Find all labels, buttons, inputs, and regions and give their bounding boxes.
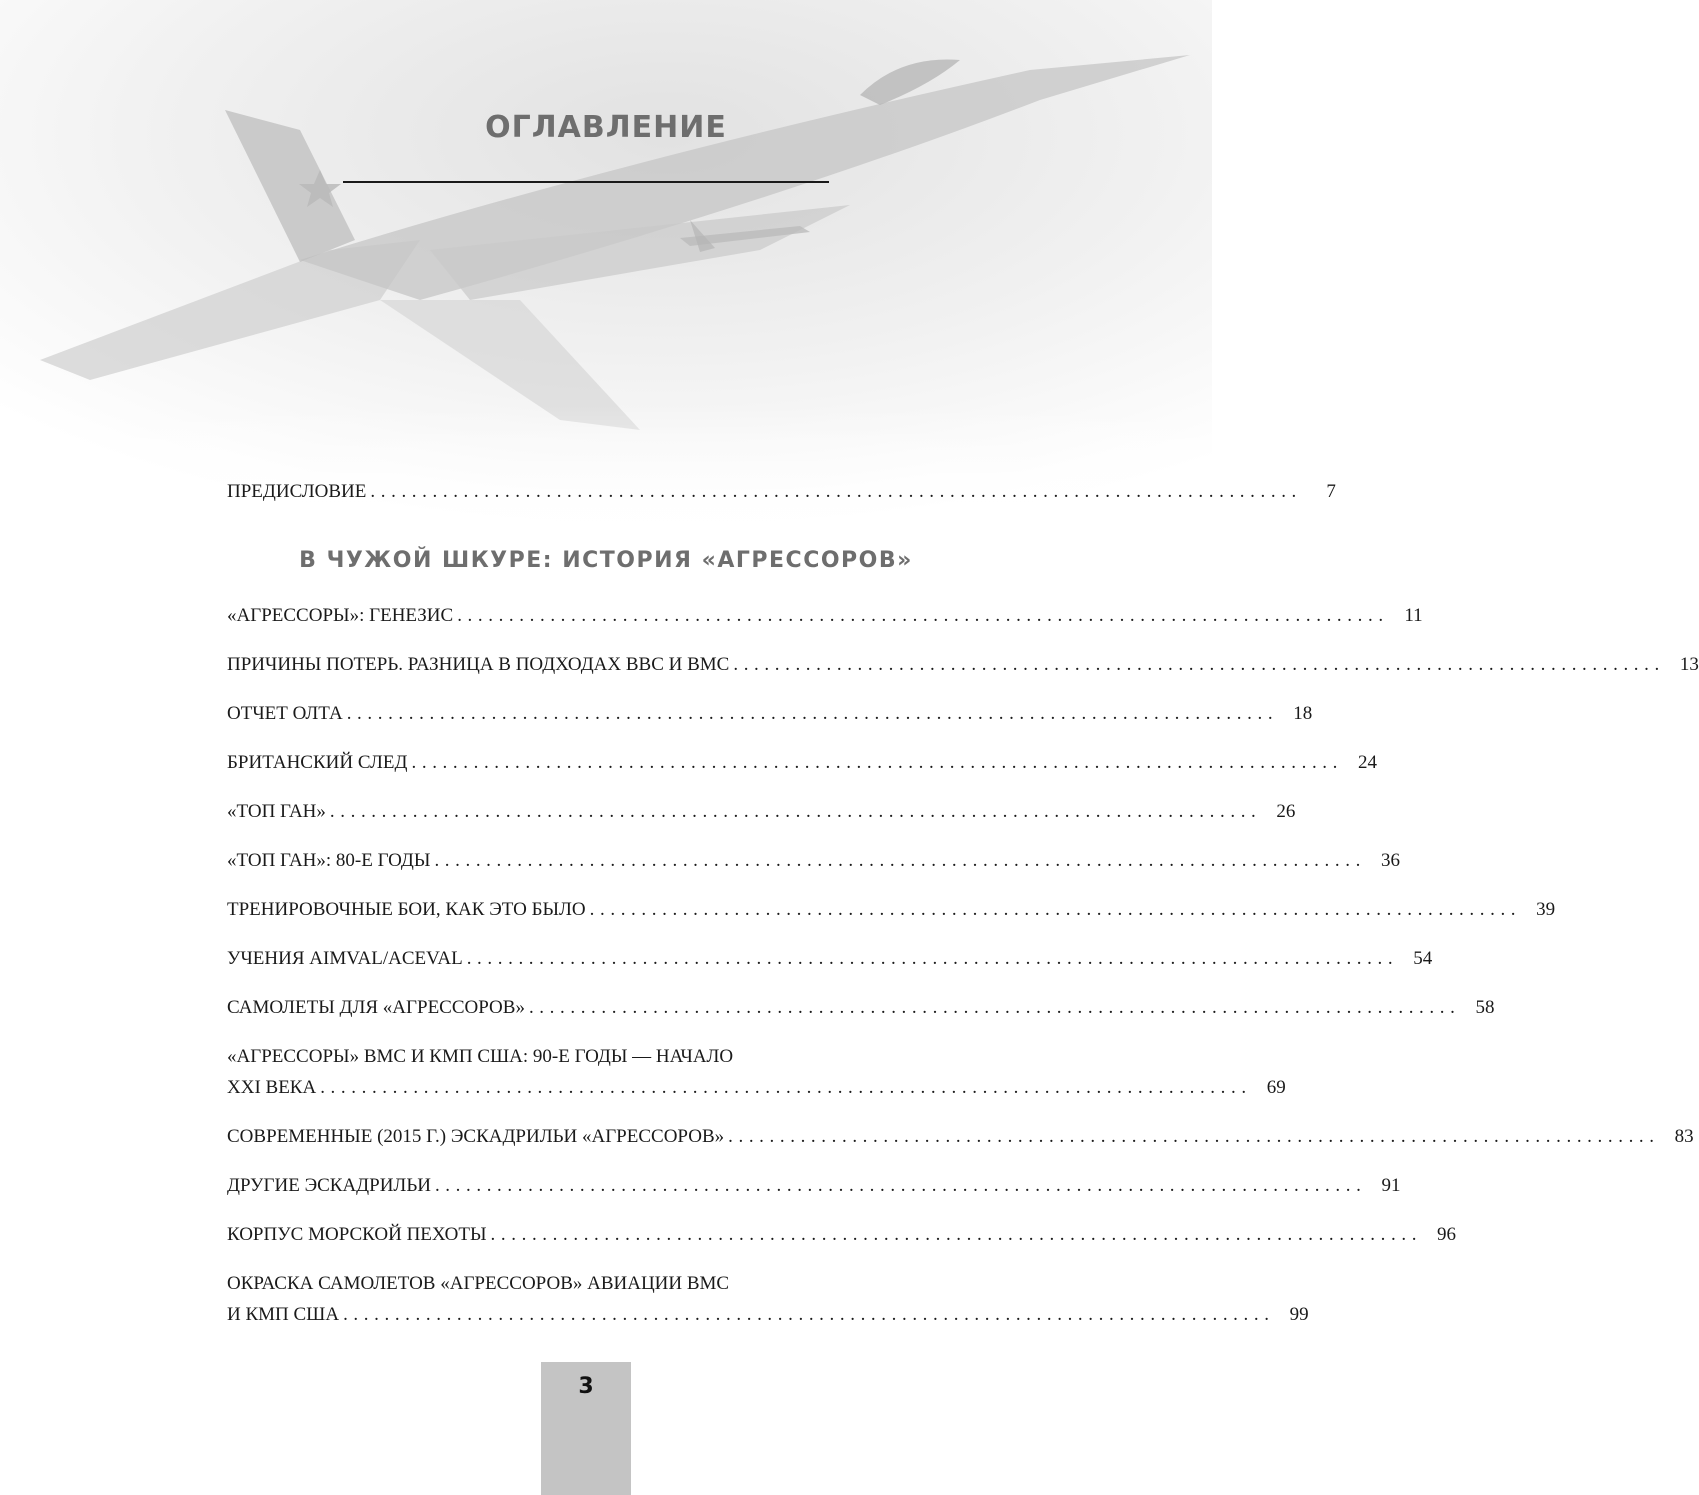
toc-entry-title: БРИТАНСКИЙ СЛЕД [227,752,408,773]
toc-entry-title-line1: «АГРЕССОРЫ» ВМС И КМП США: 90-Е ГОДЫ — НАЧАЛО [227,1046,734,1067]
toc-entry [227,1219,1457,1250]
section-heading: В ЧУЖОЙ ШКУРЕ: ИСТОРИЯ «АГРЕССОРОВ» [299,548,913,573]
toc-entry [227,796,1296,827]
toc-page-number: 36 [1380,850,1400,871]
toc-leader-dots: .......................................................................................... [528,997,1461,1018]
toc-page-number: 99 [1289,1304,1309,1325]
toc-leader-dots: .......................................................................................... [329,801,1262,822]
toc-leader-dots: .......................................................................................... [466,948,1399,969]
toc-leader-dots: .......................................................................................... [343,1304,1275,1325]
toc-entry [227,992,1495,1023]
toc-page-number: 24 [1358,752,1377,773]
toc-entry-title: ОТЧЕТ ОЛТА [227,703,343,724]
toc-entry-title: СОВРЕМЕННЫЕ (2015 Г.) ЭСКАДРИЛЬИ «АГРЕССОРОВ» [227,1126,725,1147]
toc-entry-title: УЧЕНИЯ AIMVAL/ACEVAL [227,948,463,969]
toc-leader-dots: .......................................................................................... [728,1126,1660,1147]
toc-leader-dots: .......................................................................................... [457,605,1389,626]
toc-entry-title: ДРУГИЕ ЭСКАДРИЛЬИ [227,1175,431,1196]
toc-page-number: 39 [1536,899,1556,920]
toc-entry [227,943,1433,974]
toc-entry [227,894,1556,925]
toc-leader-dots: .......................................................................................... [411,752,1343,773]
toc-entry [227,845,1400,876]
toc-entry [227,1041,1286,1103]
toc-entry-title: «АГРЕССОРЫ»: ГЕНЕЗИС [227,605,454,626]
toc-page-number: 13 [1679,654,1699,675]
toc-entry [227,600,1423,631]
toc-leader-dots: .......................................................................................... [490,1224,1423,1245]
toc-entry-title: «ТОП ГАН»: 80-Е ГОДЫ [227,850,431,871]
title-divider [343,181,829,183]
toc-entry-title-line1: ОКРАСКА САМОЛЕТОВ «АГРЕССОРОВ» АВИАЦИИ ВМС [227,1273,730,1294]
toc-page-number: 7 [1326,481,1336,502]
toc-entry [227,747,1377,778]
toc-entry [227,1268,1309,1330]
toc-entry-preface [227,476,1336,507]
toc-entry-title: ТРЕНИРОВОЧНЫЕ БОИ, КАК ЭТО БЫЛО [227,899,586,920]
toc-leader-dots: .......................................................................................... [320,1077,1252,1098]
toc-page-number: 69 [1266,1077,1286,1098]
toc-entry-title: САМОЛЕТЫ ДЛЯ «АГРЕССОРОВ» [227,997,525,1018]
toc-entry-title: ПРЕДИСЛОВИЕ [227,481,367,502]
page-title: ОГЛАВЛЕНИЕ [485,110,727,145]
toc-entry-title: ПРИЧИНЫ ПОТЕРЬ. РАЗНИЦА В ПОДХОДАХ ВВС И ВМС [227,654,730,675]
toc-leader-dots: .......................................................................................... [434,1175,1367,1196]
toc-entry [227,698,1313,729]
toc-page-number: 18 [1293,703,1313,724]
toc-leader-dots: .......................................................................................... [346,703,1279,724]
toc-page-number: 58 [1475,997,1495,1018]
toc-page-number: 96 [1437,1224,1457,1245]
toc-page-number: 11 [1404,605,1423,626]
page-number: 3 [578,1374,594,1399]
toc-entry [227,649,1699,680]
toc-leader-dots: .......................................................................................... [589,899,1522,920]
toc-entry-title: XXI ВЕКА [227,1077,317,1098]
toc-entry-title: КОРПУС МОРСКОЙ ПЕХОТЫ [227,1224,487,1245]
toc-leader-dots: .......................................................................................... [434,850,1366,871]
fighter-jet-illustration [0,0,1212,540]
toc-entry [227,1121,1694,1152]
toc-page-number: 26 [1276,801,1296,822]
page-number-tab [541,1362,631,1495]
toc-entry-title: И КМП США [227,1304,340,1325]
toc-leader-dots: .......................................................................................... [733,654,1665,675]
toc-leader-dots: .......................................................................................... [370,481,1302,502]
toc-entry-title: «ТОП ГАН» [227,801,326,822]
toc-page-number: 91 [1381,1175,1401,1196]
toc-page-number: 54 [1413,948,1433,969]
toc-entry [227,1170,1401,1201]
toc-page-number: 83 [1674,1126,1694,1147]
